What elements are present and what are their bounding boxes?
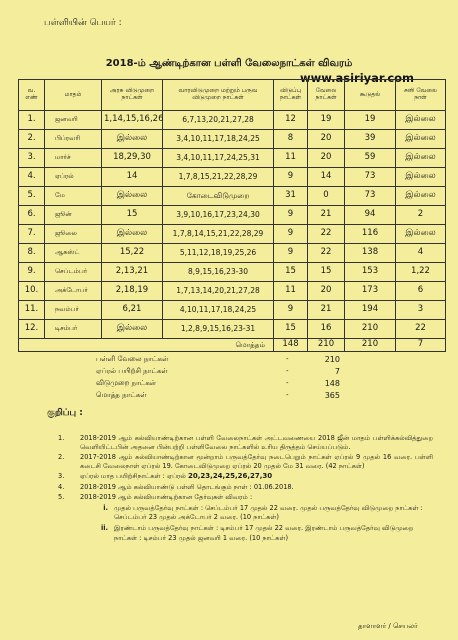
note-item [58,434,433,452]
cell-govt-holidays: 15,22 [102,244,163,263]
table-row [19,168,446,187]
cell-cumulative: 73 [345,187,396,206]
summary-dash: - [286,391,289,399]
cell-leave-days: 31 [274,187,308,206]
cell-saturday-working: இல்லை [396,130,446,149]
note-number: 4. [58,483,65,492]
note-item [58,483,433,492]
note-text: 2018-2019 ஆம் கல்வியாண்டிற்கான தேர்வுகள் விவரம் : [80,493,253,502]
cell-weekly-holidays: 3,4,10,11,17,24,25,31 [163,149,274,168]
summary-value: 365 [324,390,340,400]
cell-month: டிசம்பர் [45,320,102,339]
table-row [19,149,446,168]
cell-working-days: 20 [308,282,345,301]
cell-saturday-working: 6 [396,282,446,301]
cell-weekly-holidays: 4,10,11,17,18,24,25 [163,301,274,320]
cell-month: செப்டம்பர் [45,263,102,282]
note-item [58,453,433,471]
cell-sno: 11. [19,301,45,320]
cell-leave-days: 9 [274,225,308,244]
cell-leave-days: 8 [274,130,308,149]
cell-working-days: 20 [308,149,345,168]
note-text-bold: 20,23,24,25,26,27,30 [188,472,273,481]
note-item [58,472,433,482]
cell-month: பிப்ரவரி [45,130,102,149]
total-label: மொத்தம் [19,339,274,352]
summary-row [96,377,376,389]
col-header-month: மாதம் [45,80,102,111]
cell-saturday-working: 2 [396,206,446,225]
table-header-row [19,80,446,111]
summary-row [96,365,376,377]
cell-saturday-working: இல்லை [396,149,446,168]
table-row [19,263,446,282]
cell-sno: 4. [19,168,45,187]
subitem-text: இரண்டாம் பருவத்தேர்வு நாட்கள் : டிசம்பர் 17 முதல் 22 வரை. இரண்டாம் பருவத்தேர்வு விடுமுறை நாட்கள் : டிசம்பர் 23 முதல் ஜனவரி 1 வரை. (10 நாட்கள்) [114,524,414,542]
cell-weekly-holidays: கோடைவிடுமுறை [163,187,274,206]
cell-working-days: 22 [308,244,345,263]
cell-govt-holidays: இல்லை [102,130,163,149]
website-watermark: www.asiriyar.com [300,71,415,85]
cell-saturday-working: இல்லை [396,168,446,187]
cell-sno: 12. [19,320,45,339]
summary-row [96,389,376,401]
cell-cumulative: 194 [345,301,396,320]
cell-weekly-holidays: 1,2,8,9,15,16,23-31 [163,320,274,339]
cell-leave-days: 9 [274,244,308,263]
note-item [58,493,433,502]
note-subitem [80,504,433,522]
col-header-weekly-holidays: வாரவிடுமுறை மற்றும் பருவ விடுமுறை நாட்கள் [163,80,274,111]
cell-govt-holidays: 15 [102,206,163,225]
cell-saturday-working: இல்லை [396,111,446,130]
cell-sno: 9. [19,263,45,282]
cell-month: நவம்பர் [45,301,102,320]
cell-cumulative: 173 [345,282,396,301]
note-text: 2018-2019 ஆம் கல்வியாண்டு பள்ளி தொடங்கும் நாள் : 01.06.2018. [80,483,294,492]
cell-govt-holidays: 2,13,21 [102,263,163,282]
col-header-sno: வ. எண் [19,80,45,111]
cell-govt-holidays: இல்லை [102,225,163,244]
note-number: 2. [58,453,65,462]
cell-month: ஜூலை [45,225,102,244]
cell-working-days: 14 [308,168,345,187]
note-number: 1. [58,434,65,442]
subitem-number: i. [103,504,108,513]
cell-month: அக்டோபர் [45,282,102,301]
cell-weekly-holidays: 3,4,10,11,17,18,24,25 [163,130,274,149]
total-working-days: 210 [308,339,345,352]
cell-sno: 3. [19,149,45,168]
cell-leave-days: 11 [274,149,308,168]
cell-weekly-holidays: 5,11,12,18,19,25,26 [163,244,274,263]
summary-block [96,353,376,401]
cell-working-days: 22 [308,225,345,244]
notes-list [58,434,433,543]
table-row [19,320,446,339]
summary-label: பள்ளி வேலை நாட்கள் [96,354,169,363]
cell-sno: 10. [19,282,45,301]
cell-saturday-working: 3 [396,301,446,320]
cell-leave-days: 9 [274,206,308,225]
cell-leave-days: 11 [274,282,308,301]
cell-cumulative: 94 [345,206,396,225]
cell-govt-holidays: 2,18,19 [102,282,163,301]
note-text: 2018-2019 ஆம் கல்வியாண்டிற்கான பள்ளி வேலைநாட்கள் அட்டவணையை 2018 ஜீன் மாதம் பள்ளிக்கல்வித்துறை வெளியிட்டபின் அதனை பின்பற்றி பள்ளிவேலை நாட்களில் உரிய திருத்தம் செய்யப்படும். [80,434,433,452]
cell-month: ஆகஸ்ட் [45,244,102,263]
summary-row [96,353,376,365]
cell-cumulative: 19 [345,111,396,130]
col-header-saturday-working: சனி வேலை நாள் [396,80,446,111]
table-total-row [19,339,446,352]
cell-weekly-holidays: 8,9,15,16,23-30 [163,263,274,282]
cell-working-days: 20 [308,130,345,149]
cell-govt-holidays: இல்லை [102,187,163,206]
cell-govt-holidays: 1,14,15,16,26 [102,111,163,130]
note-text-plain: ஏப்ரல் மாத பயிற்சிநாட்கள் : ஏப்ரல் [80,472,189,481]
cell-working-days: 16 [308,320,345,339]
summary-value: 7 [334,366,340,376]
cell-weekly-holidays: 1,7,8,15,21,22,28,29 [163,168,274,187]
table-row [19,187,446,206]
cell-sno: 5. [19,187,45,206]
summary-label: ஏப்ரல் பயிற்சி நாட்கள் [96,366,168,375]
notes-heading: குறிப்பு : [47,408,83,418]
subitem-number: ii. [100,524,108,533]
cell-govt-holidays: 6,21 [102,301,163,320]
school-name-label: பள்ளியின் பெயர் : [44,18,122,28]
note-text: 2017-2018 ஆம் கல்வியாண்டிற்கான மூன்றாம் பருவத்தேர்வு நடைபெறும் நாட்கள் ஏப்ரல் 9 முதல் 16 வரை. பள்ளி கடைசி வேலைநாள் ஏப்ரல் 19. கோடைவிடுமுறை ஏப்ரல் 20 முதல் மே 31 வரை. (42 நாட்கள்) [80,453,433,471]
cell-sno: 8. [19,244,45,263]
note-number: 3. [58,472,65,481]
signature-label: தாளாளர் / செயலர் [358,622,418,630]
cell-leave-days: 9 [274,301,308,320]
document-title: 2018-ம் ஆண்டிற்கான பள்ளி வேலைநாட்கள் விவரம் [105,58,353,69]
cell-working-days: 21 [308,206,345,225]
table-row [19,225,446,244]
cell-govt-holidays: இல்லை [102,320,163,339]
cell-sno: 2. [19,130,45,149]
cell-leave-days: 9 [274,168,308,187]
col-header-leave-days: விடுப்பு நாட்கள் [274,80,308,111]
cell-leave-days: 15 [274,263,308,282]
col-header-govt-holidays: அரசு விடுமுறை நாட்கள் [102,80,163,111]
note-text [80,472,433,482]
col-header-cumulative: கூடுதல் [345,80,396,111]
cell-leave-days: 15 [274,320,308,339]
cell-sno: 1. [19,111,45,130]
cell-cumulative: 153 [345,263,396,282]
cell-weekly-holidays: 3,9,10,16,17,23,24,30 [163,206,274,225]
cell-weekly-holidays: 1,7,13,14,20,21,27,28 [163,282,274,301]
cell-cumulative: 210 [345,320,396,339]
cell-cumulative: 59 [345,149,396,168]
total-leave-days: 148 [274,339,308,352]
cell-saturday-working: இல்லை [396,187,446,206]
table-row [19,244,446,263]
cell-month: ஏப்ரல் [45,168,102,187]
cell-cumulative: 116 [345,225,396,244]
summary-label: விடுமுறை நாட்கள் [96,378,157,387]
cell-cumulative: 138 [345,244,396,263]
cell-saturday-working: 4 [396,244,446,263]
cell-cumulative: 39 [345,130,396,149]
total-cumulative: 210 [345,339,396,352]
cell-saturday-working: இல்லை [396,225,446,244]
cell-month: மே [45,187,102,206]
total-saturday-working: 7 [396,339,446,352]
cell-sno: 7. [19,225,45,244]
cell-govt-holidays: 18,29,30 [102,149,163,168]
summary-dash: - [286,355,289,363]
summary-dash: - [286,379,289,387]
note-subitem [80,524,433,542]
working-days-table [18,79,446,352]
table-row [19,111,446,130]
cell-month: மார்ச் [45,149,102,168]
cell-govt-holidays: 14 [102,168,163,187]
table-row [19,130,446,149]
cell-weekly-holidays: 6,7,13,20,21,27,28 [163,111,274,130]
cell-month: ஜனவரி [45,111,102,130]
summary-label: மொத்த நாட்கள் [96,390,147,399]
table-row [19,301,446,320]
cell-saturday-working: 1,22 [396,263,446,282]
table-row [19,282,446,301]
cell-leave-days: 12 [274,111,308,130]
col-header-working-days: வேலை நாட்கள் [308,80,345,111]
cell-saturday-working: 22 [396,320,446,339]
summary-value: 148 [324,378,340,388]
cell-working-days: 15 [308,263,345,282]
subitem-text: முதல் பருவத்தேர்வு நாட்கள் : செப்டம்பர் 17 முதல் 22 வரை. முதல் பருவத்தேர்வு விடுமுறை நாட்கள் : செப்டம்பர் 23 முதல் அக்டோபர் 2 வரை. (10 நாட்கள்) [114,504,423,522]
cell-cumulative: 73 [345,168,396,187]
table-row [19,206,446,225]
cell-working-days: 19 [308,111,345,130]
cell-month: ஜூன் [45,206,102,225]
cell-working-days: 0 [308,187,345,206]
summary-value: 210 [324,354,340,364]
summary-dash: - [286,367,289,375]
cell-weekly-holidays: 1,7,8,14,15,21,22,28,29 [163,225,274,244]
note-number: 5. [58,493,65,502]
cell-working-days: 21 [308,301,345,320]
cell-sno: 6. [19,206,45,225]
